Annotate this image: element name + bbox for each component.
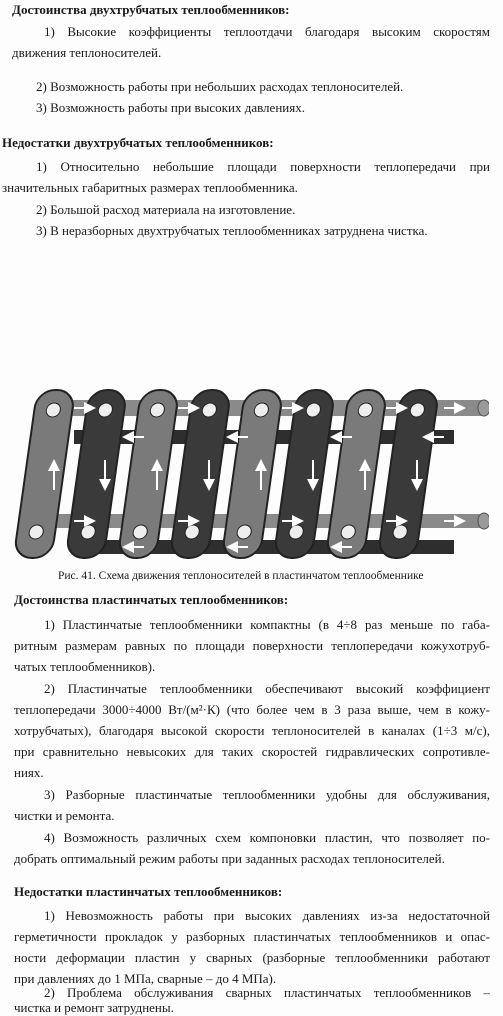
list-item: 2) Возможность работы при небольших расходах теплоносителей. <box>36 79 404 94</box>
paragraph-line: 1) Невозможность работы при высоких давлениях из-за недостаточной <box>44 908 490 923</box>
paragraph-line: ритным размерам равных по площади поверхности теплопередачи кожухотруб- <box>14 638 490 653</box>
paragraph-line: при сравнительно невысоких для таких скоростей гидравлических сопротивле- <box>14 744 490 759</box>
paragraph-line: ниях. <box>14 765 44 780</box>
paragraph-line: чистки и ремонта. <box>14 808 115 823</box>
paragraph-line: 3) Разборные пластинчатые теплообменники удобны для обслуживания, <box>44 787 490 802</box>
paragraph-line: 4) Возможность различных схем компоновки пластин, что позволяет по- <box>44 830 490 845</box>
paragraph-line: 1) Пластинчатые теплообменники компактны (в 4÷8 раз меньше по габа- <box>44 617 490 632</box>
paragraph-line: движения теплоносителей. <box>12 45 162 60</box>
paragraph-line: теплопередачи 3000÷4000 Вт/(м²·К) (что более чем в 3 раза выше, чем в кожу- <box>14 702 490 717</box>
section-heading-plate-advantages: Достоинства пластинчатых теплообменников: <box>14 592 289 607</box>
paragraph-line: ности деформации пластин у сварных (разборные теплообменники работают <box>14 950 490 965</box>
paragraph-line: 2) Пластинчатые теплообменники обеспечивают высокий коэффициент <box>44 681 490 696</box>
paragraph-line: при давлениях до 1 МПа, сварные – до 4 МПа). <box>14 971 277 986</box>
list-item: 2) Большой расход материала на изготовление. <box>36 202 296 217</box>
figure-caption: Рис. 41. Схема движения теплоносителей в пластинчатом теплообменнике <box>58 570 424 582</box>
paragraph-line: 1) Относительно небольшие площади поверхности теплопередачи при <box>36 159 490 174</box>
paragraph-line: 2) Проблема обслуживания сварных пластинчатых теплообменников – <box>44 985 490 1000</box>
paragraph-line: чатых теплообменников). <box>14 659 156 674</box>
plate-heat-exchanger-scheme <box>14 380 489 566</box>
list-item: 3) В неразборных двухтрубчатых теплообменниках затруднена чистка. <box>36 223 428 238</box>
paragraph-line: чистка и ремонт затруднены. <box>14 1000 174 1015</box>
paragraph-line: герметичности прокладок у разборных пластинчатых теплообменников и опас- <box>14 929 490 944</box>
paragraph-line: добрать оптимальный режим работы при заданных расходах теплоносителей. <box>14 851 445 866</box>
paragraph-line: значительных габаритных размерах теплообменника. <box>2 180 298 195</box>
paragraph-line: 1) Высокие коэффициенты теплоотдачи благодаря высоким скоростям <box>44 24 490 39</box>
section-heading-double-pipe-advantages: Достоинства двухтрубчатых теплообменников: <box>12 2 290 17</box>
paragraph-line: хотрубчатых), благодаря высокой скорости теплоносителей в каналах (1÷3 м/с), <box>14 723 490 738</box>
section-heading-plate-disadvantages: Недостатки пластинчатых теплообменников: <box>14 884 283 899</box>
section-heading-double-pipe-disadvantages: Недостатки двухтрубчатых теплообменников: <box>2 135 274 150</box>
list-item: 3) Возможность работы при высоких давлениях. <box>36 100 305 115</box>
